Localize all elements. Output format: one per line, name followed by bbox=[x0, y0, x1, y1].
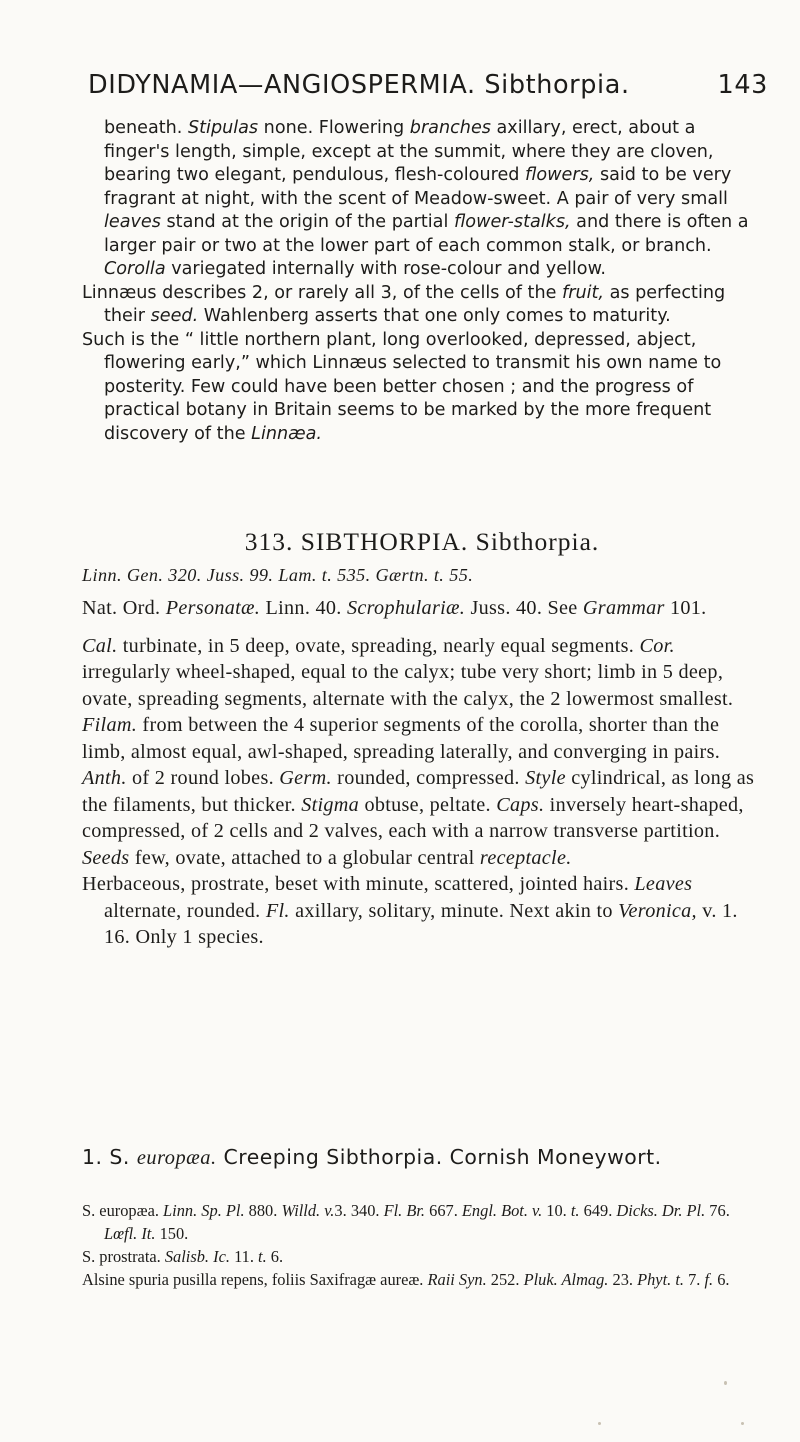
continuation-text bbox=[82, 117, 762, 446]
running-title: DIDYNAMIA—ANGIOSPERMIA. Sibthorpia. bbox=[88, 70, 630, 100]
page-number: 143 bbox=[717, 70, 768, 100]
paper-speck bbox=[724, 1381, 727, 1385]
paragraph-linnaea: Such is the “ little northern plant, long overlooked, depressed, abject, flowering early,” which Linnæus selected to transmit his own name to posterity. Few could have been better chosen ; and the progress of practical botany in Britain seems to be marked by the more frequent discovery of the Linnæa. bbox=[82, 329, 722, 444]
generic-characters: Cal. turbinate, in 5 deep, ovate, spreading, nearly equal segments. Cor. irregularly wheel-shaped, equal to the calyx; tube very short; limb in 5 deep, ovate, spreading segments, alternate with the calyx, the 2 lowermost smallest. Filam. from between the 4 superior segments of the corolla, shorter than the limb, almost equal, awl-shaped, spreading laterally, and converging in pairs. Anth. of 2 round lobes. Germ. rounded, compressed. Style cylindrical, as long as the filaments, but thicker. Stigma obtuse, peltate. Caps. inversely heart-shaped, compressed, of 2 cells and 2 valves, each with a narrow transverse partition. Seeds few, ovate, attached to a globular central receptacle. bbox=[82, 634, 755, 869]
synonymy bbox=[82, 1199, 762, 1291]
species-heading: 1. S. europæa. Creeping Sibthorpia. Cornish Moneywort. bbox=[82, 1145, 662, 1169]
genus-description bbox=[82, 595, 762, 951]
paper-speck bbox=[741, 1422, 744, 1425]
genus-heading: 313. SIBTHORPIA. Sibthorpia. bbox=[244, 527, 600, 556]
genus-references: Linn. Gen. 320. Juss. 99. Lam. t. 535. Gærtn. t. 55. bbox=[82, 565, 474, 585]
synonym-alsine: Alsine spuria pusilla repens, foliis Saxifragæ aureæ. Raii Syn. 252. Pluk. Almag. 23. Phyt. t. 7. f. 6. bbox=[82, 1270, 730, 1289]
paragraph-fruit: Linnæus describes 2, or rarely all 3, of the cells of the fruit, as perfecting their seed. Wahlenberg asserts that one only comes to maturity. bbox=[82, 282, 726, 326]
paragraph-flowers: beneath. Stipulas none. Flowering branches axillary, erect, about a finger's length, simple, except at the summit, where they are cloven, bearing two elegant, pendulous, flesh-coloured flowers, said to be very fragrant at night, with the scent of Meadow-sweet. A pair of very small leaves stand at the origin of the partial flower-stalks, and there is often a larger pair or two at the lower part of each common stalk, or branch. Corolla variegated internally with rose-colour and yellow. bbox=[104, 118, 749, 279]
habit-paragraph: Herbaceous, prostrate, beset with minute, scattered, jointed hairs. Leaves alternate, rounded. Fl. axillary, solitary, minute. Next akin to Veronica, v. 1. 16. Only 1 species. bbox=[82, 873, 738, 948]
synonym-europaea: S. europæa. Linn. Sp. Pl. 880. Willd. v.3. 340. Fl. Br. 667. Engl. Bot. v. 10. t. 649. Dicks. Dr. Pl. 76. Lœfl. It. 150. bbox=[82, 1201, 730, 1243]
natural-order: Nat. Ord. Personatæ. Linn. 40. Scrophulariæ. Juss. 40. See Grammar 101. bbox=[82, 597, 707, 619]
synonym-prostrata: S. prostrata. Salisb. Ic. 11. t. 6. bbox=[82, 1247, 284, 1266]
paper-speck bbox=[598, 1422, 601, 1425]
